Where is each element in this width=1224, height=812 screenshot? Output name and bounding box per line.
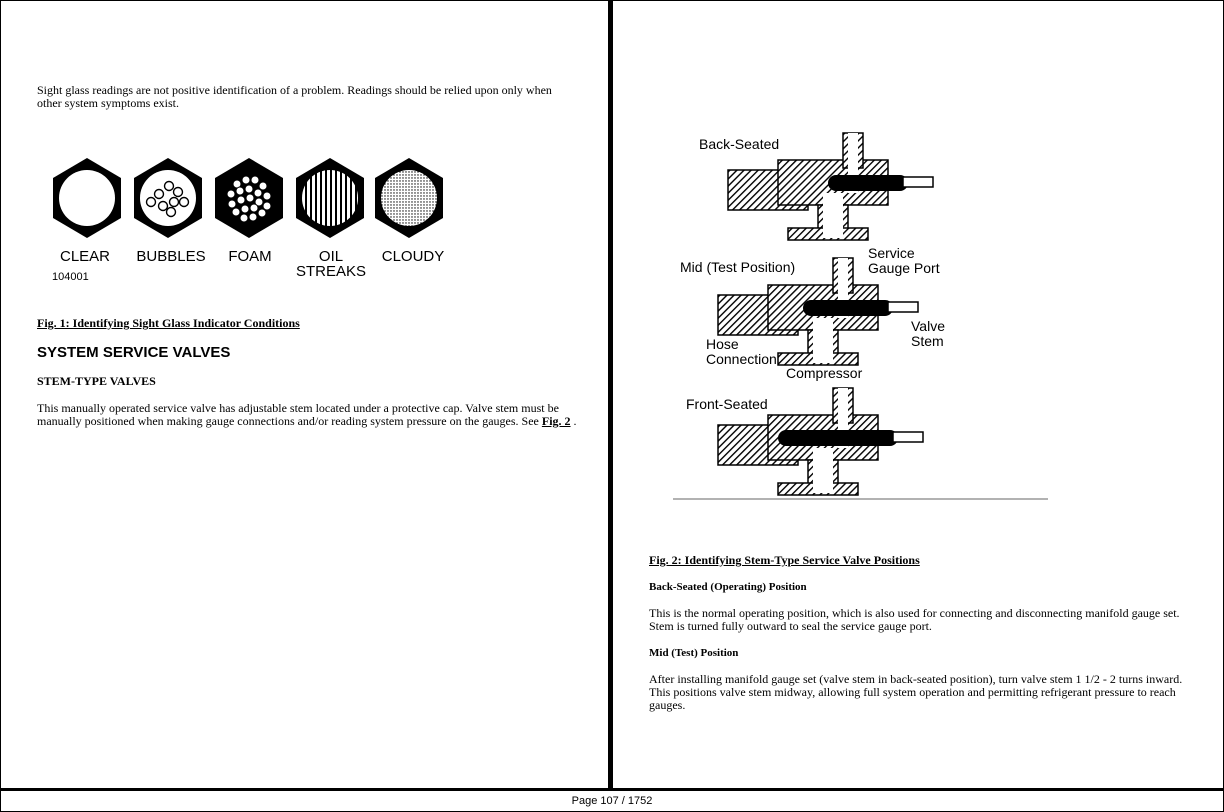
stem-valve-paragraph — [37, 402, 582, 428]
label-front-seated: Front-Seated — [686, 396, 768, 412]
sight-glass-foam — [215, 158, 283, 238]
stem-valve-text: This manually operated service valve has adjustable stem located under a protective cap. Valve stem must be manually positioned when making gauge connections and/or reading system pressure on the gauges. See — [37, 401, 559, 428]
label-hose: Hose — [706, 336, 739, 352]
label-cloudy: CLOUDY — [381, 248, 445, 265]
section-heading: SYSTEM SERVICE VALVES — [37, 344, 231, 361]
sight-glass-clear — [53, 158, 121, 238]
label-bubbles: BUBBLES — [136, 248, 206, 265]
label-oil: OIL — [318, 248, 344, 265]
sight-glass-oil-streaks — [296, 158, 364, 238]
label-compressor: Compressor — [786, 365, 863, 381]
intro-paragraph: Sight glass readings are not positive identification of a problem. Readings should be relied upon only when other system symptoms exist. — [37, 83, 552, 110]
label-service: Service — [868, 245, 915, 261]
label-back-seated: Back-Seated — [699, 136, 780, 152]
sight-glass-bubbles — [134, 158, 202, 238]
fig2-caption: Fig. 2: Identifying Stem-Type Service Valve Positions — [649, 553, 920, 567]
back-seated-heading: Back-Seated (Operating) Position — [649, 581, 807, 593]
label-mid-position: Mid (Test Position) — [680, 259, 796, 275]
stem-valve-text-end: . — [573, 414, 577, 428]
sight-glass-cloudy — [375, 158, 443, 238]
label-clear: CLEAR — [59, 248, 111, 265]
fig2-link[interactable]: Fig. 2 — [541, 414, 571, 428]
mid-test-heading: Mid (Test) Position — [649, 647, 739, 659]
label-gauge-port: Gauge Port — [868, 260, 940, 276]
label-stem: Stem — [911, 333, 944, 349]
page-number: Page 107 / 1752 — [571, 795, 653, 807]
back-seated-paragraph: This is the normal operating position, which is also used for connecting and disconnecting manifold gauge set. Stem is turned fully outward to seal the service gauge port. — [649, 606, 1180, 633]
mid-test-paragraph: After installing manifold gauge set (valve stem in back-seated position), turn valve stem 1 1/2 - 2 turns inward. This positions valve stem midway, allowing full system operation and permitting refrigerant pressure to reach gauges. — [649, 672, 1183, 712]
label-foam: FOAM — [228, 248, 272, 265]
label-connection: Connection — [706, 351, 777, 367]
figure-code: 104001 — [52, 271, 89, 283]
right-column — [613, 0, 1223, 790]
fig1-caption: Fig. 1: Identifying Sight Glass Indicator Conditions — [37, 316, 300, 330]
subsection-heading: STEM-TYPE VALVES — [37, 374, 156, 388]
sight-glass-figure — [45, 150, 465, 290]
label-streaks: STREAKS — [295, 263, 367, 280]
left-column — [0, 0, 608, 790]
service-valve-figure — [668, 125, 1108, 505]
label-valve: Valve — [911, 318, 945, 334]
